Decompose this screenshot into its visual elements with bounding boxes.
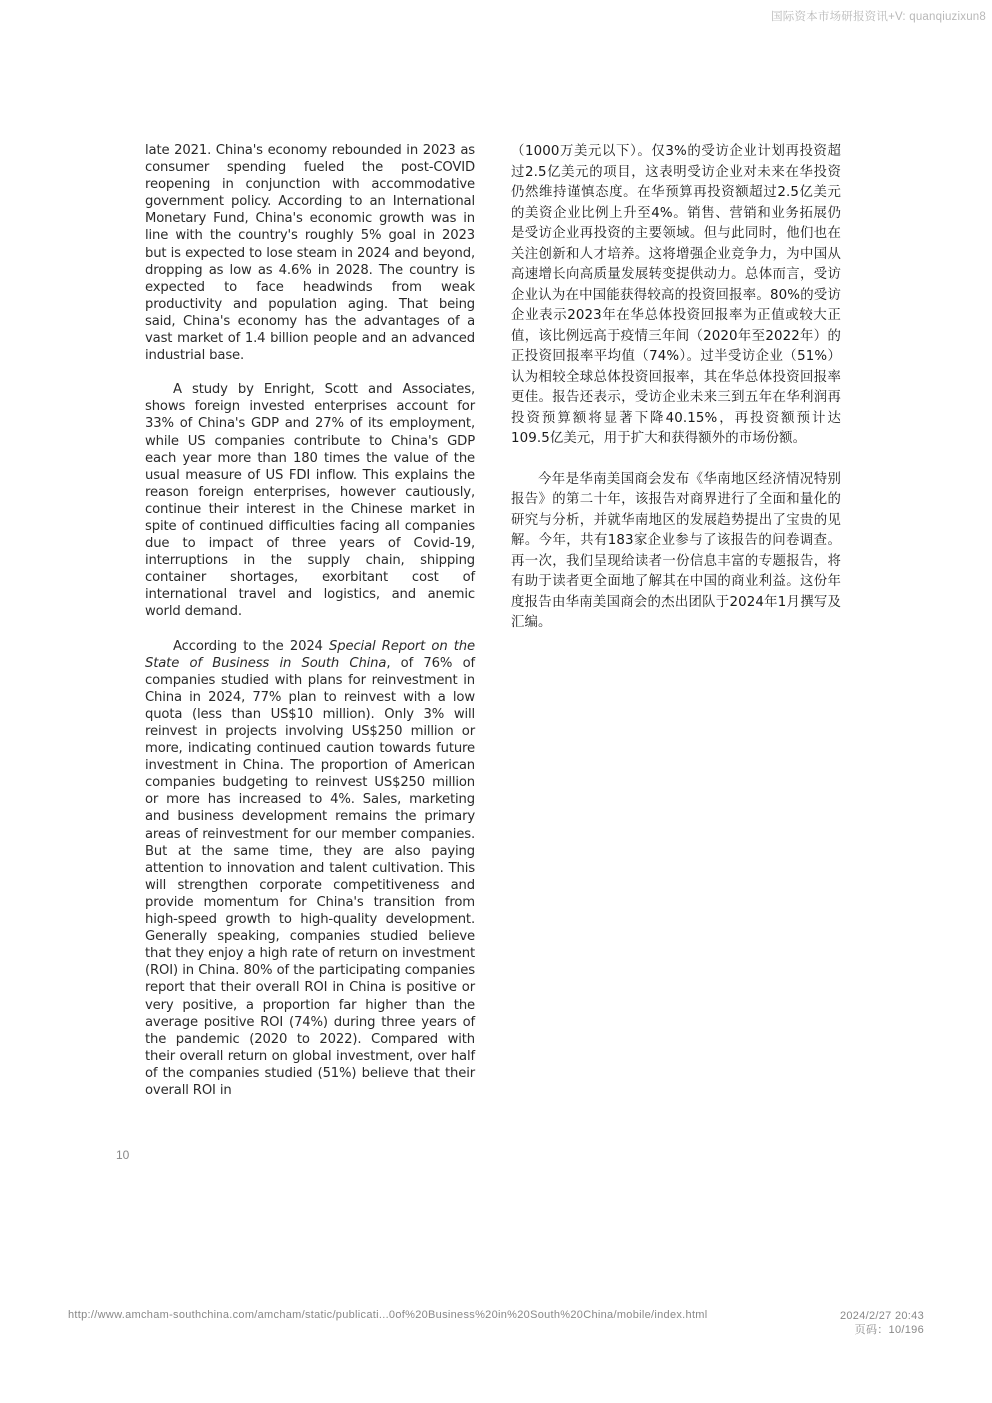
footer-page-label: 页码：10/196	[854, 1324, 924, 1336]
english-column	[145, 142, 475, 1116]
paragraph-zh-report: 今年是华南美国商会发布《华南地区经济情况特别报告》的第二十年，该报告对商界进行了全面和量化的研究与分析，并就华南地区的发展趋势提出了宝贵的见解。今年，共有183家企业参与了该报告的问卷调查。再一次，我们呈现给读者一份信息丰富的专题报告，将有助于读者更全面地了解其在中国的商业利益。这份年度报告由华南美国商会的杰出团队于2024年1月撰写及汇编。	[511, 471, 841, 630]
paragraph-zh-investment: （1000万美元以下）。仅3%的受访企业计划再投资超过2.5亿美元的项目，这表明受访企业对未来在华投资仍然维持谨慎态度。在华预算再投资额超过2.5亿美元的美资企业比例上升至4%。销售、营销和业务拓展仍是受访企业再投资的主要领域。但与此同时，他们也在关注创新和人才培养。这将增强企业竞争力，为中国从高速增长向高质量发展转变提供动力。总体而言，受访企业认为在中国能获得较高的投资回报率。80%的受访企业表示2023年在华总体投资回报率为正值或较大正值，该比例远高于疫情三年间（2020年至2022年）的正投资回报率平均值（74%）。过半受访企业（51%）认为相较全球总体投资回报率，其在华总体投资回报率更佳。报告还表示，受访企业未来三到五年在华利润再投资预算额将显著下降40.15%，再投资额预计达109.5亿美元，用于扩大和获得额外的市场份额。	[511, 144, 841, 446]
footer-meta	[840, 1309, 924, 1337]
report-title: Special Report on the State of Business in South China	[145, 638, 475, 671]
page-number: 10	[116, 1148, 130, 1162]
paragraph-study: A study by Enright, Scott and Associates, shows foreign invested enterprises account for 33% of China's GDP and 27% of its employment, while US companies contribute to China's GDP each year more than 180 times the value of the usual measure of US FDI inflow. This explains the reason foreign enterprises, however cautiously, continue their interest in the Chinese market in spite of continued difficulties facing all companies due to impact of three years of Covid-19, interruptions in the supply chain, shipping container shortages, exorbitant cost of international travel and logistics, and anemic world demand.	[145, 382, 475, 620]
paragraph-economy: late 2021. China's economy rebounded in 2023 as consumer spending fueled the post-COVID reopening in conjunction with accommodative government policy. According to an International Monetary Fund, China's economic growth was in line with the country's roughly 5% goal in 2023 but is expected to lose steam in 2024 and beyond, dropping as low as 4.6% in 2028. The country is expected to face headwinds from weak productivity and population aging. That being said, China's economy has the advantages of a vast market of 1.4 billion people and an advanced industrial base.	[145, 143, 475, 364]
paragraph-report	[145, 638, 475, 1100]
footer-url[interactable]: http://www.amcham-southchina.com/amcham/static/publicati...0of%20Business%20in%20South%20China/mobile/index.html	[68, 1309, 708, 1321]
watermark-text: 国际资本市场研报资讯+V: quanqiuzixun8	[771, 11, 986, 23]
paragraph-report-lead: According to the 2024	[173, 638, 330, 654]
paragraph-report-rest: , of 76% of companies studied with plans for reinvestment in China in 2024, 77% plan to reinvest with a low quota (less than US$10 million). Only 3% will reinvest in projects involving US$250 million or more, indicating continued caution towards future investment in China. The proportion of American companies budgeting to reinvest US$250 million or more has increased to 4%. Sales, marketing and business development remains the primary areas of reinvestment for our member companies. But at the same time, they are also paying attention to innovation and talent cultivation. This will strengthen corporate competitiveness and provide momentum for China's transition from high-speed growth to high-quality development. Generally speaking, companies studied believe that they enjoy a high rate of return on investment (ROI) in China. 80% of the participating companies report that their overall ROI in China is positive or very positive, a proportion far higher than the average positive ROI (74%) during three years of the pandemic (2020 to 2022). Compared with their overall return on global investment, over half of the companies studied (51%) believe that their overall ROI in	[145, 655, 475, 1098]
chinese-column	[511, 142, 841, 654]
footer-datetime: 2024/2/27 20:43	[839, 1310, 924, 1322]
